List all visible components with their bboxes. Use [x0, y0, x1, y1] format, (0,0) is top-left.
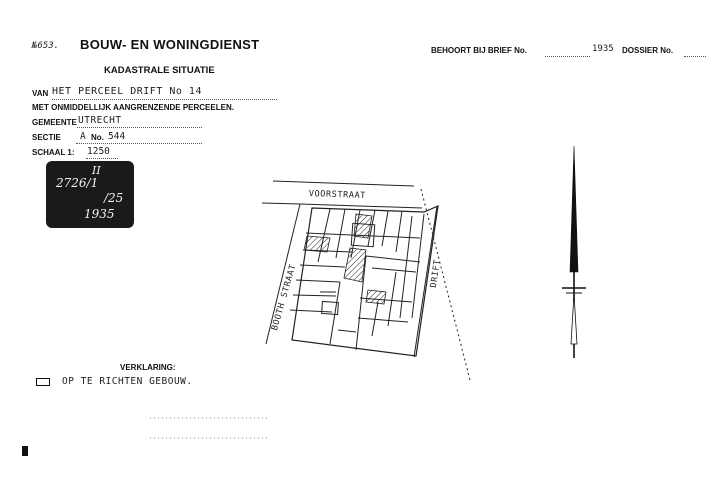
street-label-voorstraat: VOORSTRAAT: [308, 189, 367, 201]
voorstraat-edge-north: [273, 181, 414, 186]
parcel-line: [388, 272, 396, 326]
stamp-year: 1935: [84, 207, 115, 221]
hatched-parcel: [304, 236, 330, 252]
hatched-parcel: [366, 290, 386, 304]
scale-value: 1250: [87, 146, 110, 157]
parcel-line: [296, 280, 340, 282]
number-label: No.: [91, 133, 104, 142]
parcel-label: VAN: [32, 89, 49, 98]
belongs-to-letter-label: BEHOORT BIJ BRIEF No.: [431, 46, 528, 55]
street-label-boothstraat: BOOTH STRAAT: [270, 263, 299, 332]
neighbours-note: MET ONMIDDELLIJK AANGRENZENDE PERCEELEN.: [32, 103, 234, 112]
parcel-line: [358, 318, 408, 322]
stamp-fraction: /25: [104, 191, 124, 205]
legend-item: OP TE RICHTEN GEBOUW.: [62, 376, 193, 387]
parcel-line: [366, 256, 420, 262]
subject-parcel: [344, 248, 366, 282]
parcel-line: [293, 295, 336, 296]
dossier-label: DOSSIER No.: [622, 46, 674, 55]
parcel-line: [330, 282, 340, 344]
corner-mark: [22, 446, 28, 456]
north-arrow-tail: [571, 294, 577, 344]
department-title: BOUW- EN WONINGDIENST: [80, 37, 260, 52]
hatched-parcel: [354, 214, 372, 238]
stamp-roman: II: [92, 164, 101, 177]
parcel-line: [338, 330, 356, 332]
parcel-line: [382, 211, 388, 246]
voorstraat-edge-west: [262, 203, 300, 204]
number-prefix: №: [32, 41, 38, 51]
legend-swatch: [36, 378, 50, 386]
section-value: A: [80, 131, 86, 142]
parcel-line: [372, 268, 416, 272]
document-subtitle: KADASTRALE SITUATIE: [104, 65, 215, 76]
municipality-value: UTRECHT: [78, 115, 122, 126]
scale-label: SCHAAL 1:: [32, 148, 75, 157]
parcel-line: [318, 209, 330, 262]
section-label: SECTIE: [32, 133, 61, 142]
parcel-line: [336, 209, 345, 258]
municipality-label: GEMEENTE: [32, 118, 77, 127]
street-label-drift: DRIFT: [429, 258, 443, 289]
number-value-field: 544: [108, 131, 126, 142]
parcel-line: [300, 265, 345, 267]
north-arrow-head: [570, 146, 578, 272]
letter-year: 1935: [592, 44, 614, 54]
parcel-line: [400, 216, 412, 318]
sheet-lower-margin: [0, 468, 710, 501]
voorstraat-edge-south: [300, 204, 422, 208]
legend-title: VERKLARING:: [120, 363, 176, 372]
number-value: 653.: [37, 41, 60, 51]
parcel-line: [396, 211, 402, 252]
north-arrow: [562, 146, 586, 358]
stamp-reference: 2726/1: [56, 176, 99, 190]
parcel-value: HET PERCEEL DRIFT No 14: [52, 86, 202, 97]
